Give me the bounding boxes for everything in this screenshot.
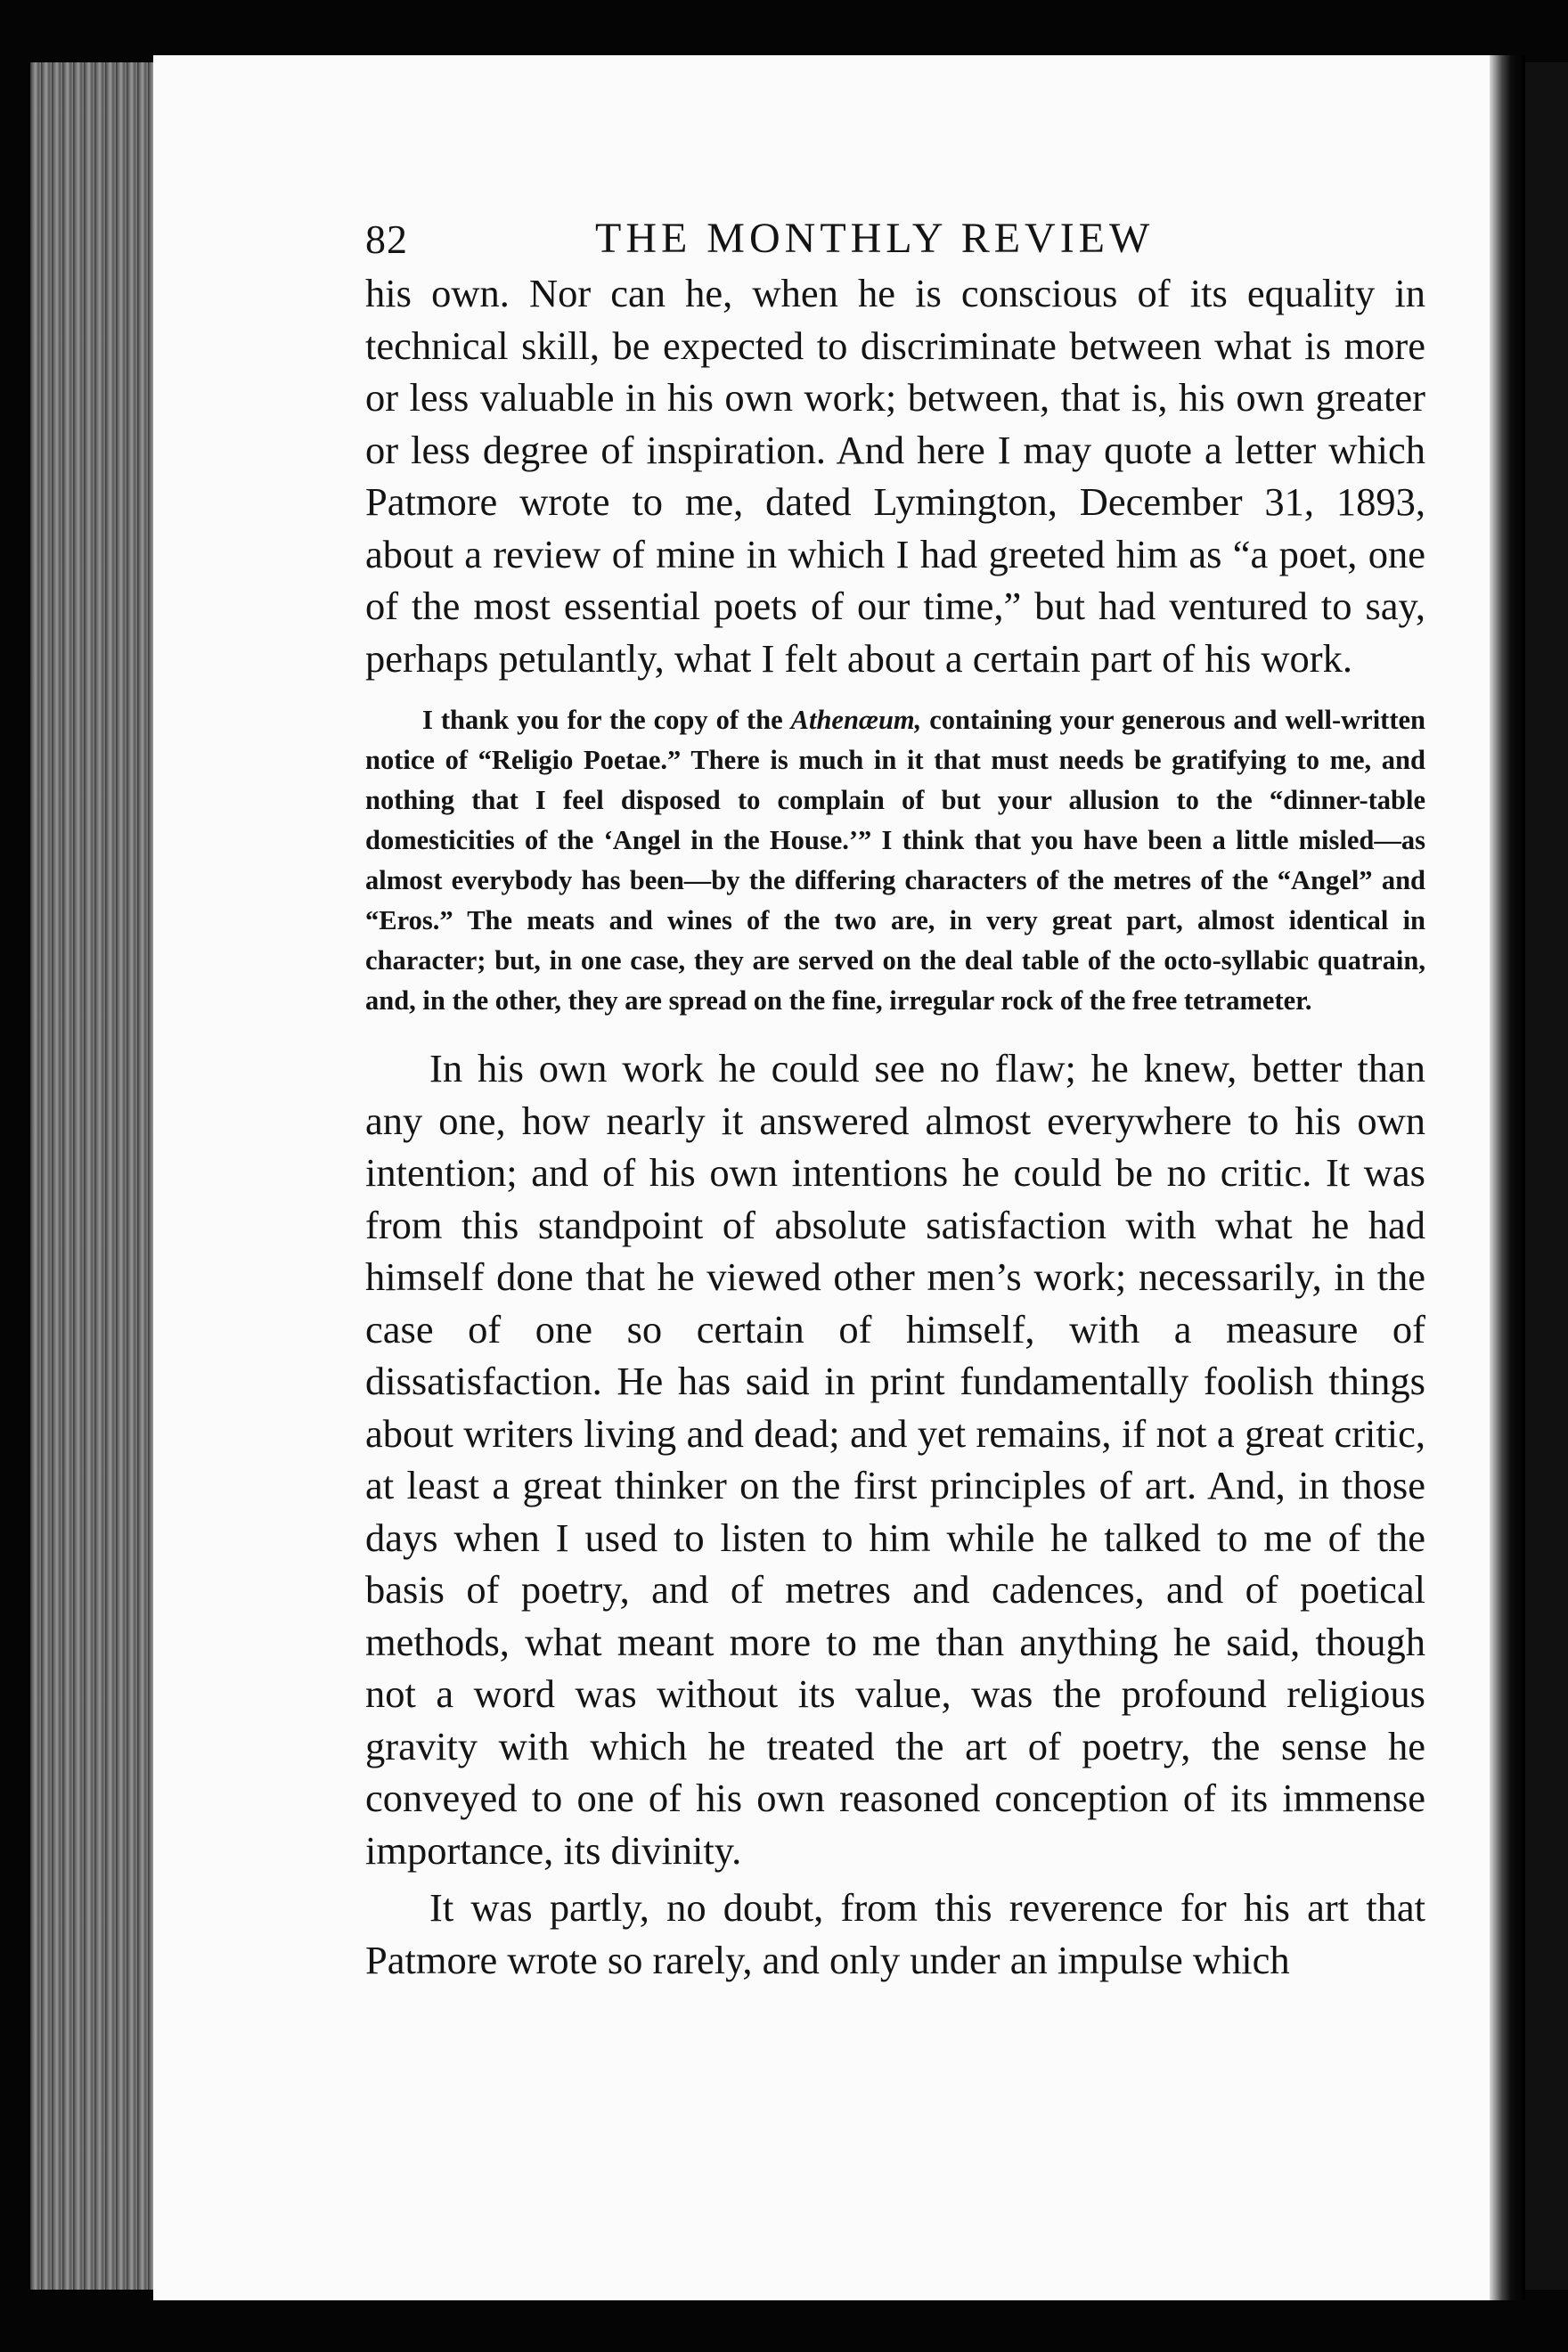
book-page-edge [30,62,155,2290]
quote-text-start: I thank you for the copy of the [422,705,791,735]
paragraph-1: his own. Nor can he, when he is conscious of its equality in technical skill, be expected to discriminate between what is more or less valuable in his own work; between, that is, his own greater or less degree of inspiration. And here I may quote a letter which Patmore wrote to me, dated Lymington, December 31, 1893, about a review of mine in which I had greeted him as “a poet, one of the most essential poets of our time,” but had ventured to say, perhaps petulantly, what I felt about a certain part of his work. [365,271,1425,681]
page-header [365,205,1425,267]
book-binding-shadow [1490,55,1525,2300]
running-title: THE MONTHLY REVIEW [595,215,1155,262]
block-quote-letter [365,700,1425,1021]
paragraph-2: In his own work he could see no flaw; he knew, better than any one, how nearly it answered almost everywhere to his own intention; and of his own intentions he could be no critic. It was from this standpoint of absolute satisfaction with what he had himself done that he viewed other men’s work; necessarily, in the case of one so certain of himself, with a measure of dissatisfaction. He has said in print fundamentally foolish things about writers living and dead; and yet remains, if not a great critic, at least a great thinker on the first principles of art. And, in those days when I used to listen to him while he talked to me of the basis of poetry, and of metres and cadences, and of poetical methods, what meant more to me than anything he said, though not a word was without its value, was the profound religious gravity with which he treated the art of poetry, the sense he conveyed to one of his own reasoned conception of its immense importance, its divinity. [365,1046,1425,1873]
page-content [365,205,1425,1986]
paragraph-3: It was partly, no doubt, from this reverence for his art that Patmore wrote so rarely, and only under an impulse which [365,1885,1425,1982]
scan-right-border [1525,62,1568,2290]
quote-text-rest: containing your generous and well-written notice of “Religio Poetae.” There is much in it that must needs be gratifying to me, and nothing that I feel disposed to complain of but your allusion to the “dinner-table domesticities of the ‘Angel in the House.’” I think that you have been a little misled—as almost everybody has been—by the differing characters of the metres of the “Angel” and “Eros.” The meats and wines of the two are, in very great part, almost identical in character; but, in one case, they are served on the deal table of the octo-syllabic quatrain, and, in the other, they are spread on the fine, irregular rock of the free tetrameter. [365,705,1425,1016]
quote-italic-title: Athenæum, [790,705,922,735]
page-number: 82 [365,216,408,262]
